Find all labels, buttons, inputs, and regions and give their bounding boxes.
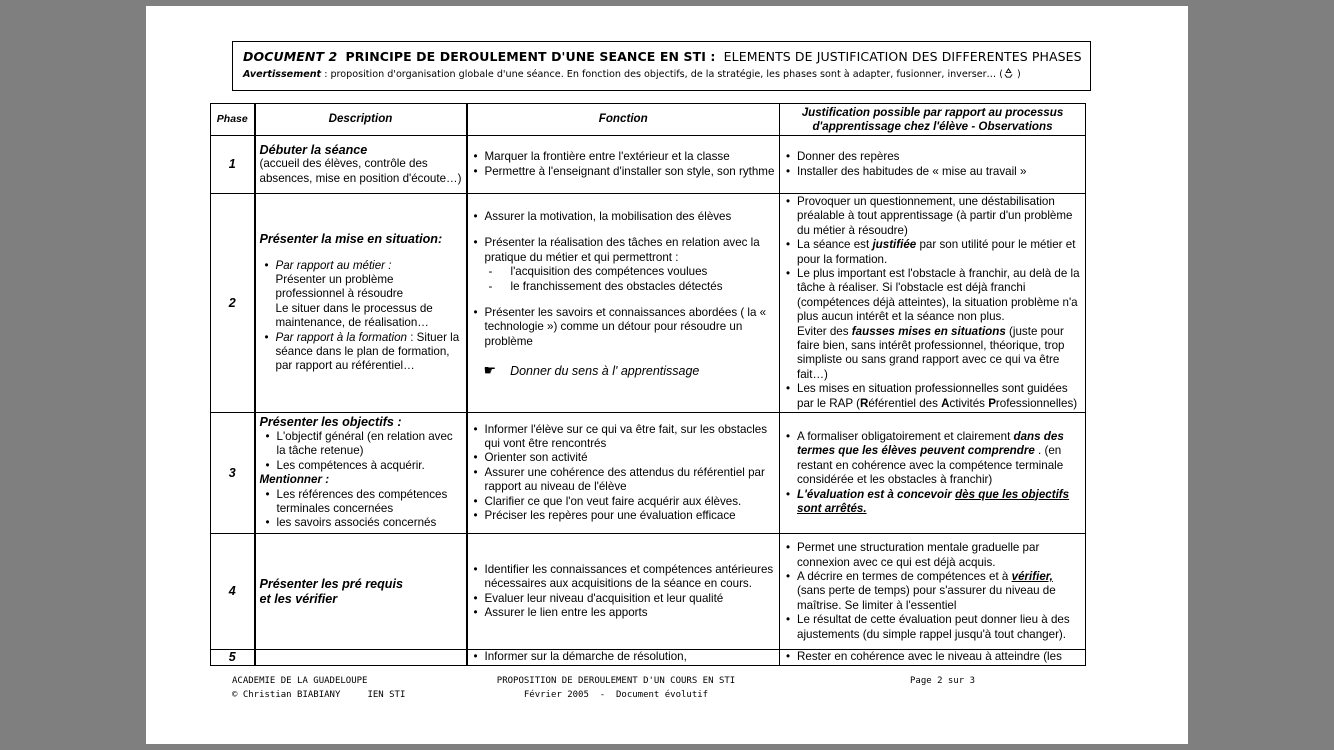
table-row	[211, 650, 1086, 665]
fonction-cell	[467, 413, 780, 534]
list-item: • Clarifier ce que l'on veut faire acquérir aux élèves.	[485, 495, 776, 509]
list-item: • Le résultat de cette évaluation peut donner lieu à des ajustements (du simple rappel jusqu'à tout changer).	[797, 613, 1081, 642]
justification-cell	[780, 194, 1086, 413]
fonction-cell	[467, 534, 780, 650]
list-item: • Assurer une cohérence des attendus du référentiel par rapport au niveau de l'élève	[485, 466, 776, 495]
description-text: (accueil des élèves, contrôle des absences, mise en position d'écoute…)	[259, 157, 462, 185]
list-item: • Installer des habitudes de « mise au travail »	[797, 165, 1081, 179]
list-item: • La séance est justifiée par son utilité pour le métier et pour la formation.	[797, 238, 1081, 267]
list-item: • Informer l'élève sur ce qui va être fait, sur les obstacles qui vont être rencontrés	[485, 423, 776, 452]
description-subtitle: Mentionner :	[259, 473, 330, 487]
footer-page-number: Page 2 sur 3	[910, 676, 976, 686]
list-item: • Identifier les connaissances et compétences antérieures nécessaires aux acquisitions de la séance en cours.	[485, 563, 776, 592]
footer-author: © Christian BIABIANY IEN STI	[232, 690, 406, 700]
list-item: • Préciser les repères pour une évaluation efficace	[485, 509, 776, 523]
header-fonction: Fonction	[467, 104, 780, 136]
header-justification: Justification possible par rapport au processus d'apprentissage chez l'élève - Observations	[780, 104, 1086, 136]
description-cell	[255, 136, 467, 194]
list-item: • les savoirs associés concernés	[277, 516, 462, 530]
doc-title: PRINCIPE DE DEROULEMENT D'UNE SEANCE EN STI :	[345, 49, 716, 64]
description-cell	[255, 650, 467, 665]
phase-number: 2	[211, 194, 255, 413]
list-item: • L'évaluation est à concevoir dès que les objectifs sont arrêtés.	[797, 488, 1081, 517]
list-item: • Permettre à l'enseignant d'installer son style, son rythme	[485, 165, 776, 179]
list-item: • Donner des repères	[797, 150, 1081, 164]
recycle-icon	[1003, 68, 1014, 79]
list-item: • Provoquer un questionnement, une déstabilisation préalable à tout apprentissage (à partir d'un problème du métier à résoudre)	[797, 195, 1081, 238]
warning-label: Avertissement	[243, 69, 322, 80]
description-cell	[255, 194, 467, 413]
phase-number: 4	[211, 534, 255, 650]
list-item: • Les mises en situation professionnelles sont guidées par le RAP (Référentiel des Activités Professionnelles)	[797, 382, 1081, 411]
justification-cell	[780, 534, 1086, 650]
footer-center	[476, 674, 756, 702]
fonction-cell	[467, 194, 780, 413]
description-title: Présenter les pré requis	[259, 577, 403, 592]
justification-cell	[780, 650, 1086, 665]
warning-text: : proposition d'organisation globale d'une séance. En fonction des objectifs, de la stratégie, les phases sont à adapter, fusionner, inverser… (	[324, 69, 1003, 80]
list-item: • Assurer le lien entre les apports	[485, 606, 776, 620]
document-header	[232, 41, 1091, 91]
phase-number: 3	[211, 413, 255, 534]
doc-label: DOCUMENT 2	[243, 49, 338, 64]
phase-number: 5	[211, 650, 255, 665]
list-item: • Présenter la réalisation des tâches en relation avec la pratique du métier et qui permettront :	[485, 236, 776, 265]
footer-date: Février 2005 - Document évolutif	[523, 690, 709, 700]
list-item: • A formaliser obligatoirement et clairement dans des termes que les élèves peuvent comprendre . (en restant en cohérence avec la compétence terminale considérée et les obstacles à franchir)	[797, 430, 1081, 488]
list-item: - l'acquisition des compétences voulues	[511, 265, 776, 279]
warning-end: )	[1017, 69, 1021, 80]
list-item: • Les compétences à acquérir.	[277, 459, 462, 473]
list-item: • Par rapport au métier : Présenter un problème professionnel à résoudre Le situer dans le processus de maintenance, de réalisation…	[276, 259, 462, 331]
list-item: • A décrire en termes de compétences et à vérifier, (sans perte de temps) pour s'assurer du niveau de maîtrise. Se limiter à l'essentiel	[797, 570, 1081, 613]
doc-subtitle: ELEMENTS DE JUSTIFICATION DES DIFFERENTES PHASES	[723, 49, 1082, 64]
list-item: • Présenter les savoirs et connaissances abordées ( la « technologie ») comme un détour pour résoudre un problème	[485, 306, 776, 349]
fonction-cell	[467, 650, 780, 665]
header-description: Description	[255, 104, 467, 136]
footer-left	[232, 674, 405, 702]
list-item: • Assurer la motivation, la mobilisation des élèves	[485, 210, 776, 224]
phase-number: 1	[211, 136, 255, 194]
list-item: • Par rapport à la formation : Situer la séance dans le plan de formation, par rapport au référentiel…	[276, 331, 462, 374]
description-title: Débuter la séance	[259, 142, 368, 157]
document-page	[146, 6, 1188, 744]
phases-table	[210, 103, 1086, 666]
header-title-line	[243, 49, 1080, 64]
list-item: • Rester en cohérence avec le niveau à atteindre (les	[797, 650, 1081, 664]
description-cell	[255, 534, 467, 650]
footer-doc-title: PROPOSITION DE DEROULEMENT D'UN COURS EN STI	[496, 676, 736, 686]
table-row	[211, 136, 1086, 194]
footer-academy: ACADEMIE DE LA GUADELOUPE	[232, 676, 368, 686]
justification-cell	[780, 413, 1086, 534]
header-warning	[243, 68, 1080, 80]
table-row	[211, 413, 1086, 534]
list-item: • Le plus important est l'obstacle à franchir, au delà de la tâche à réaliser. Si l'obstacle est déjà franchi (compétences déjà atteintes), la situation problème n'a plus aucun intérêt et la séance non plus. Eviter des fausses mises en situations (juste pour faire bien, sans intérêt professionnel, théorique, trop simpliste ou sans grand rapport avec ce qui va être fait…)	[797, 267, 1081, 382]
table-row	[211, 194, 1086, 413]
list-item: - le franchissement des obstacles détectés	[511, 280, 776, 294]
description-title: Présenter la mise en situation:	[259, 232, 443, 247]
description-cell	[255, 413, 467, 534]
table-row	[211, 534, 1086, 650]
list-item: • Permet une structuration mentale graduelle par connexion avec ce qui est déjà acquis.	[797, 541, 1081, 570]
list-item: • Marquer la frontière entre l'extérieur et la classe	[485, 150, 776, 164]
pointing-hand-icon: ☛	[483, 362, 497, 379]
description-title: Présenter les objectifs :	[259, 415, 402, 430]
description-title: et les vérifier	[259, 591, 338, 606]
header-phase: Phase	[211, 104, 255, 136]
list-item: • Les références des compétences terminales concernées	[277, 488, 462, 517]
list-item: • L'objectif général (en relation avec la tâche retenue)	[277, 430, 462, 459]
table-header-row	[211, 104, 1086, 136]
list-item: • Informer sur la démarche de résolution,	[485, 650, 776, 664]
justification-cell	[780, 136, 1086, 194]
fonction-cell	[467, 136, 780, 194]
list-item: • Evaluer leur niveau d'acquisition et leur qualité	[485, 592, 776, 606]
sens-note: ☛ Donner du sens à l' apprentissage	[483, 362, 700, 379]
list-item: • Orienter son activité	[485, 451, 776, 465]
